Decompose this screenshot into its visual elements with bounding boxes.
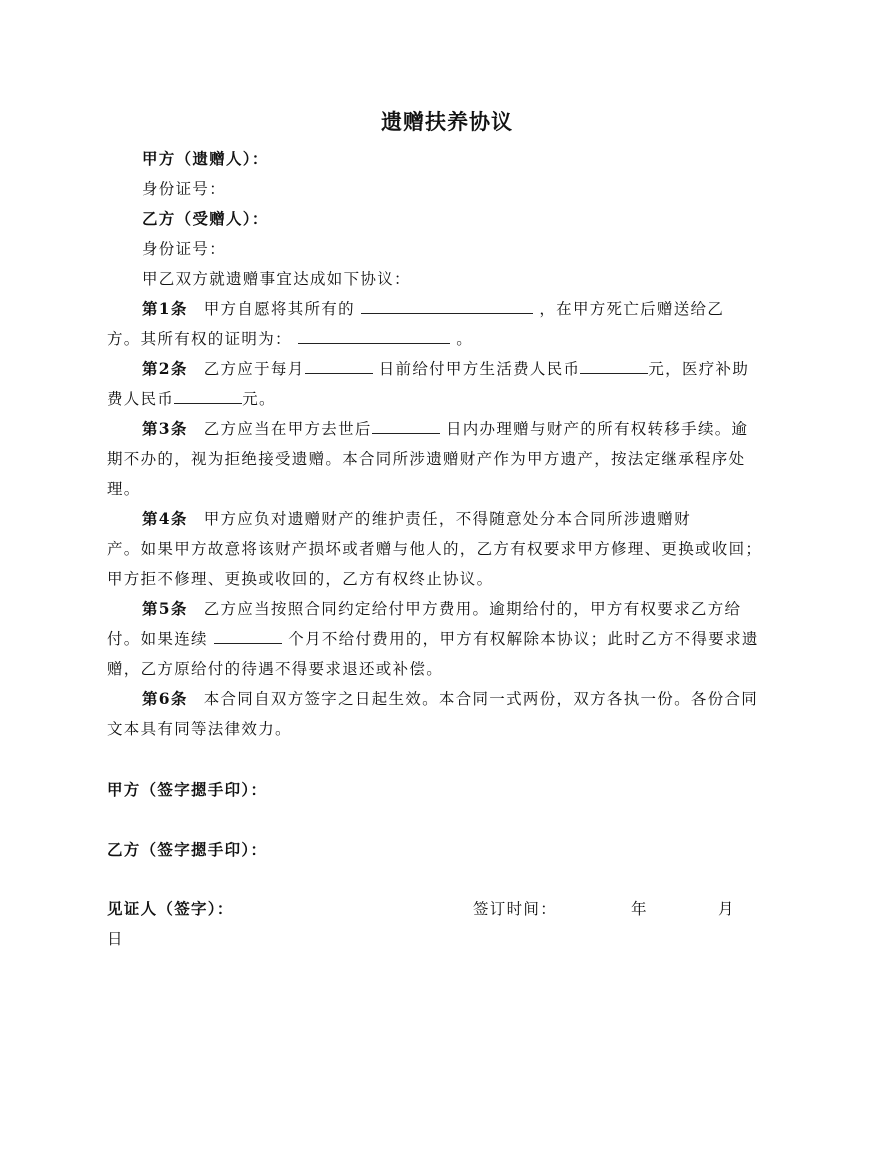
blank-field[interactable] (372, 420, 440, 434)
sign-date-label: 签订时间： (473, 900, 558, 918)
document-title: 遗赠扶养协议 (381, 109, 513, 134)
article-text: 个月不给付费用的，甲方有权解除本协议；此时乙方不得要求遗 (288, 630, 759, 648)
article-text: 日内办理赠与财产的所有权转移手续。逾 (445, 420, 749, 438)
article-5-cont: 赠，乙方原给付的待遇不得要求退还或补偿。 (107, 660, 444, 678)
witness-signature-label: 见证人（签字）： (107, 899, 234, 918)
article-text: 甲方自愿将其所有的 (203, 300, 355, 318)
article-text: 乙方应当在甲方去世后 (203, 420, 372, 438)
article-label: 第6条 (142, 689, 188, 708)
article-text: 日前给付甲方生活费人民币 (378, 360, 581, 378)
article-label: 第3条 (142, 419, 188, 438)
intro-text: 甲乙双方就遗赠事宜达成如下协议： (142, 270, 411, 288)
party-b-label: 乙方（受赠人）： (142, 209, 269, 228)
article-5-cont (107, 627, 787, 649)
article-6 (107, 687, 822, 709)
party-b-id-label: 身份证号： (142, 240, 227, 258)
sign-date-month: 月 (718, 900, 735, 918)
article-label: 第4条 (142, 509, 188, 528)
article-text: 甲方应负对遗赠财产的维护责任，不得随意处分本合同所涉遗赠财 (203, 510, 691, 528)
party-a-signature-label: 甲方（签字摁手印）： (107, 780, 268, 799)
article-1 (107, 297, 822, 319)
party-a-id-label: 身份证号： (142, 180, 227, 198)
article-text: 乙方应当按照合同约定给付甲方费用。逾期给付的，甲方有权要求乙方给 (203, 600, 742, 618)
article-label: 第1条 (142, 299, 188, 318)
article-text: 元，医疗补助 (648, 360, 750, 378)
sign-date-year: 年 (631, 900, 648, 918)
sign-date-day: 日 (107, 930, 124, 948)
article-text: 费人民币 (107, 390, 175, 408)
blank-field[interactable] (214, 630, 282, 644)
blank-field[interactable] (580, 360, 648, 374)
article-text: ，在甲方死亡后赠送给乙 (539, 300, 725, 318)
article-text: 付。如果连续 (107, 630, 208, 648)
article-4-cont: 甲方拒不修理、更换或收回的，乙方有权终止协议。 (107, 570, 494, 588)
article-5 (107, 597, 822, 619)
article-text: 乙方应于每月 (203, 360, 305, 378)
party-a-label: 甲方（遗赠人）： (142, 149, 269, 168)
article-3-cont: 理。 (107, 480, 141, 498)
article-text: 。 (456, 330, 474, 348)
article-3 (107, 417, 822, 439)
article-text: 元。 (242, 390, 276, 408)
blank-field[interactable] (298, 330, 450, 344)
article-label: 第2条 (142, 359, 188, 378)
article-1-cont (107, 327, 787, 349)
article-2 (107, 357, 822, 379)
article-text: 本合同自双方签字之日起生效。本合同一式两份，双方各执一份。各份合同 (203, 690, 759, 708)
article-text: 方。其所有权的证明为： (107, 330, 292, 348)
blank-field[interactable] (305, 360, 373, 374)
party-b-signature-label: 乙方（签字摁手印）： (107, 840, 268, 859)
article-label: 第5条 (142, 599, 188, 618)
article-4-cont: 产。如果甲方故意将该财产损坏或者赠与他人的，乙方有权要求甲方修理、更换或收回； (107, 540, 763, 558)
article-3-cont: 期不办的，视为拒绝接受遗赠。本合同所涉遗赠财产作为甲方遗产，按法定继承程序处 (107, 450, 746, 468)
article-6-cont: 文本具有同等法律效力。 (107, 720, 292, 738)
blank-field[interactable] (361, 300, 533, 314)
blank-field[interactable] (174, 390, 242, 404)
article-2-cont (107, 387, 787, 409)
article-4 (107, 507, 822, 529)
